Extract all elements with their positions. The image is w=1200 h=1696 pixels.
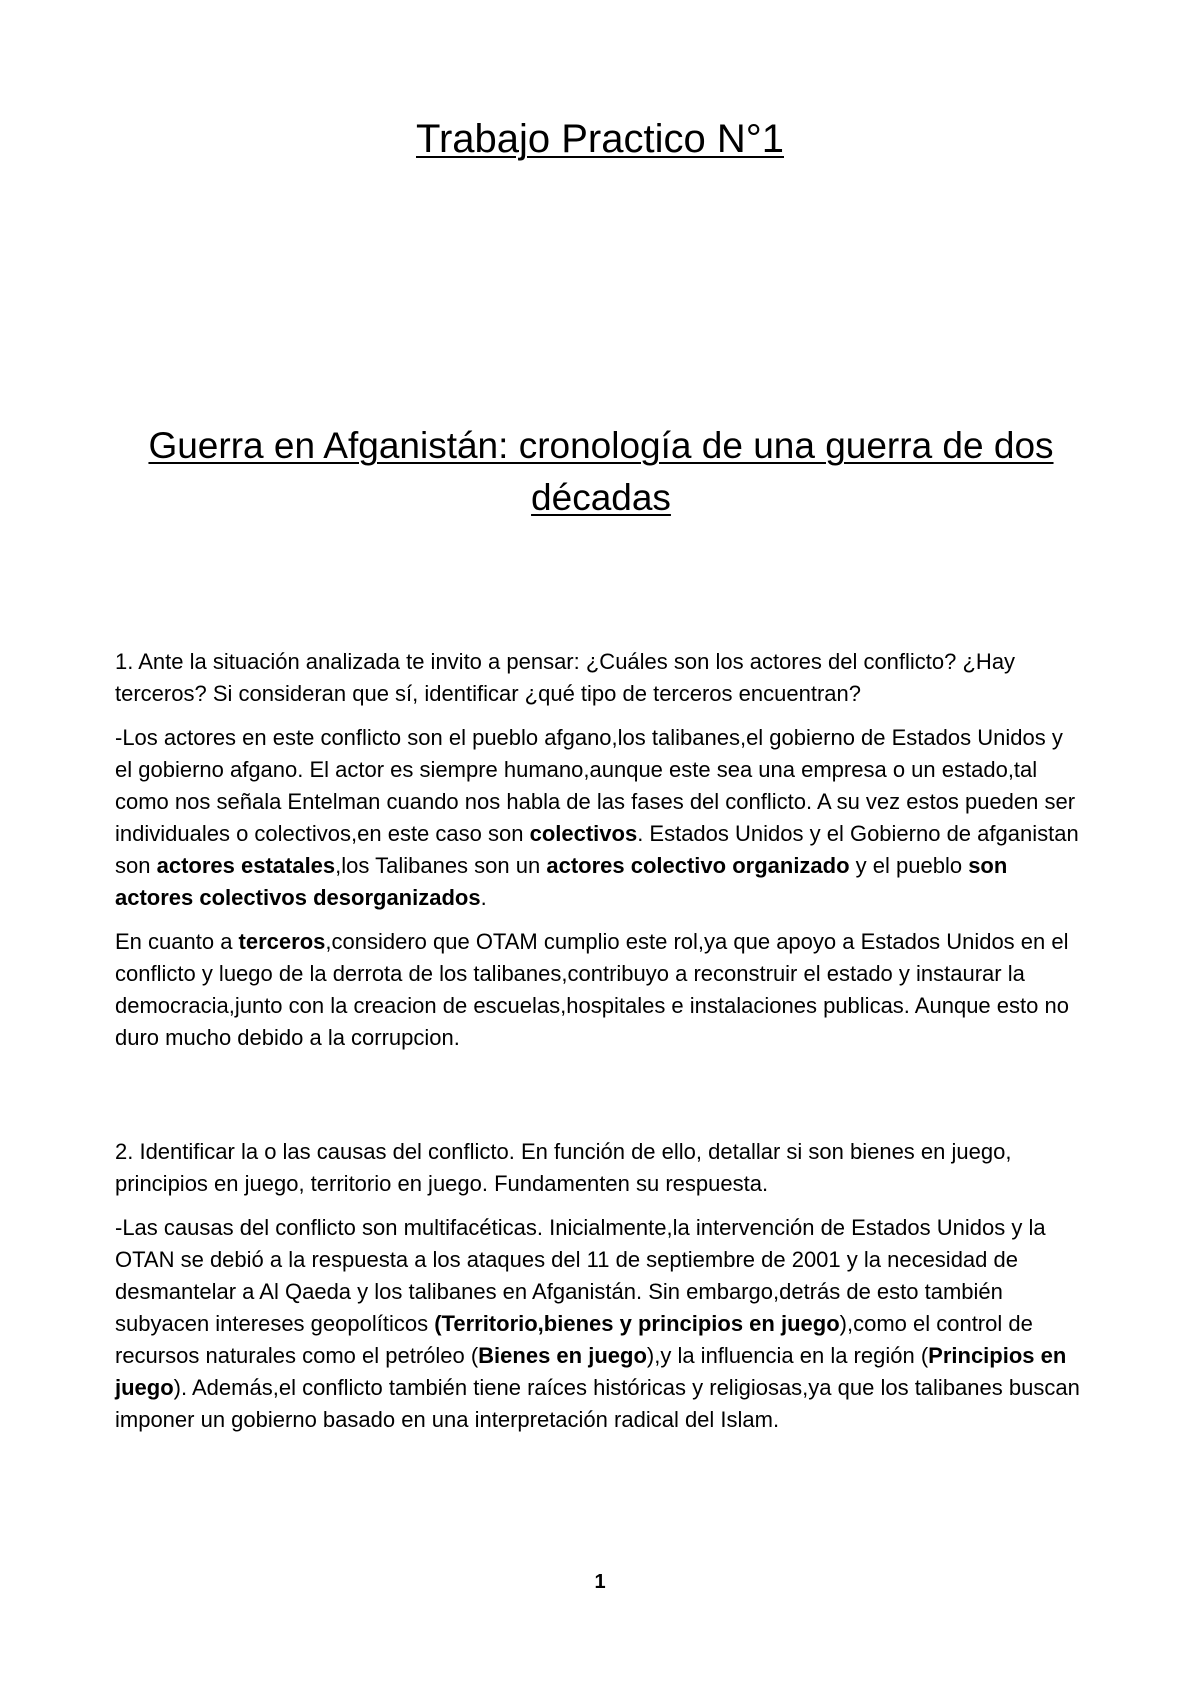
page-number: 1 bbox=[594, 1571, 606, 1593]
answer-1-actors: -Los actores en este conflicto son el pueblo afgano,los talibanes,el gobierno de Estados Unidos y el gobierno afgano. El actor es siempre humano,aunque este sea una empresa o un estado,tal como nos señala Entelman cuando nos habla de las fases del conflicto. A su vez estos pueden ser individuales o colectivos,en este caso son colectivos. Estados Unidos y el Gobierno de afganistan son actores estatales,los Talibanes son un actores colectivo organizado y el pueblo son actores colectivos desorganizados. bbox=[115, 725, 1079, 910]
section-1 bbox=[115, 646, 1085, 1066]
bold-term: terceros bbox=[238, 929, 326, 954]
bold-term: son actores colectivos desorganizados bbox=[115, 853, 1008, 910]
bold-term: actores estatales bbox=[156, 853, 336, 878]
bold-term: Principios en juego bbox=[115, 1343, 1067, 1400]
document-subtitle: Guerra en Afganistán: cronología de una guerra de dos décadas bbox=[148, 425, 1054, 518]
bold-term: Bienes en juego bbox=[478, 1343, 647, 1368]
document-title: Trabajo Practico N°1 bbox=[416, 117, 784, 161]
bold-term: actores colectivo organizado bbox=[546, 853, 850, 878]
answer-2-causes: -Las causas del conflicto son multifacéticas. Inicialmente,la intervención de Estados Unidos y la OTAN se debió a la respuesta a los ataques del 11 de septiembre de 2001 y la necesidad de desmantelar a Al Qaeda y los talibanes en Afganistán. Sin embargo,detrás de esto también subyacen intereses geopolíticos (Territorio,bienes y principios en juego),como el control de recursos naturales como el petróleo (Bienes en juego),y la influencia en la región (Principios en juego). Además,el conflicto también tiene raíces históricas y religiosas,ya que los talibanes buscan imponer un gobierno basado en una interpretación radical del Islam. bbox=[115, 1215, 1080, 1432]
answer-1-third-parties: En cuanto a terceros,considero que OTAM cumplio este rol,ya que apoyo a Estados Unidos en el conflicto y luego de la derrota de los talibanes,contribuyo a reconstruir el estado y instaurar la democracia,junto con la creacion de escuelas,hospitales e instalaciones publicas. Aunque esto no duro mucho debido a la corrupcion. bbox=[115, 929, 1069, 1050]
bold-term: (Territorio,bienes y principios en juego bbox=[434, 1311, 840, 1336]
question-2: 2. Identificar la o las causas del conflicto. En función de ello, detallar si son bienes en juego, principios en juego, territorio en juego. Fundamenten su respuesta. bbox=[115, 1139, 1012, 1196]
bold-term: colectivos bbox=[529, 821, 638, 846]
question-1: 1. Ante la situación analizada te invito a pensar: ¿Cuáles son los actores del conflicto? ¿Hay terceros? Si consideran que sí, identificar ¿qué tipo de terceros encuentran? bbox=[115, 649, 1016, 706]
section-2 bbox=[115, 1136, 1085, 1448]
